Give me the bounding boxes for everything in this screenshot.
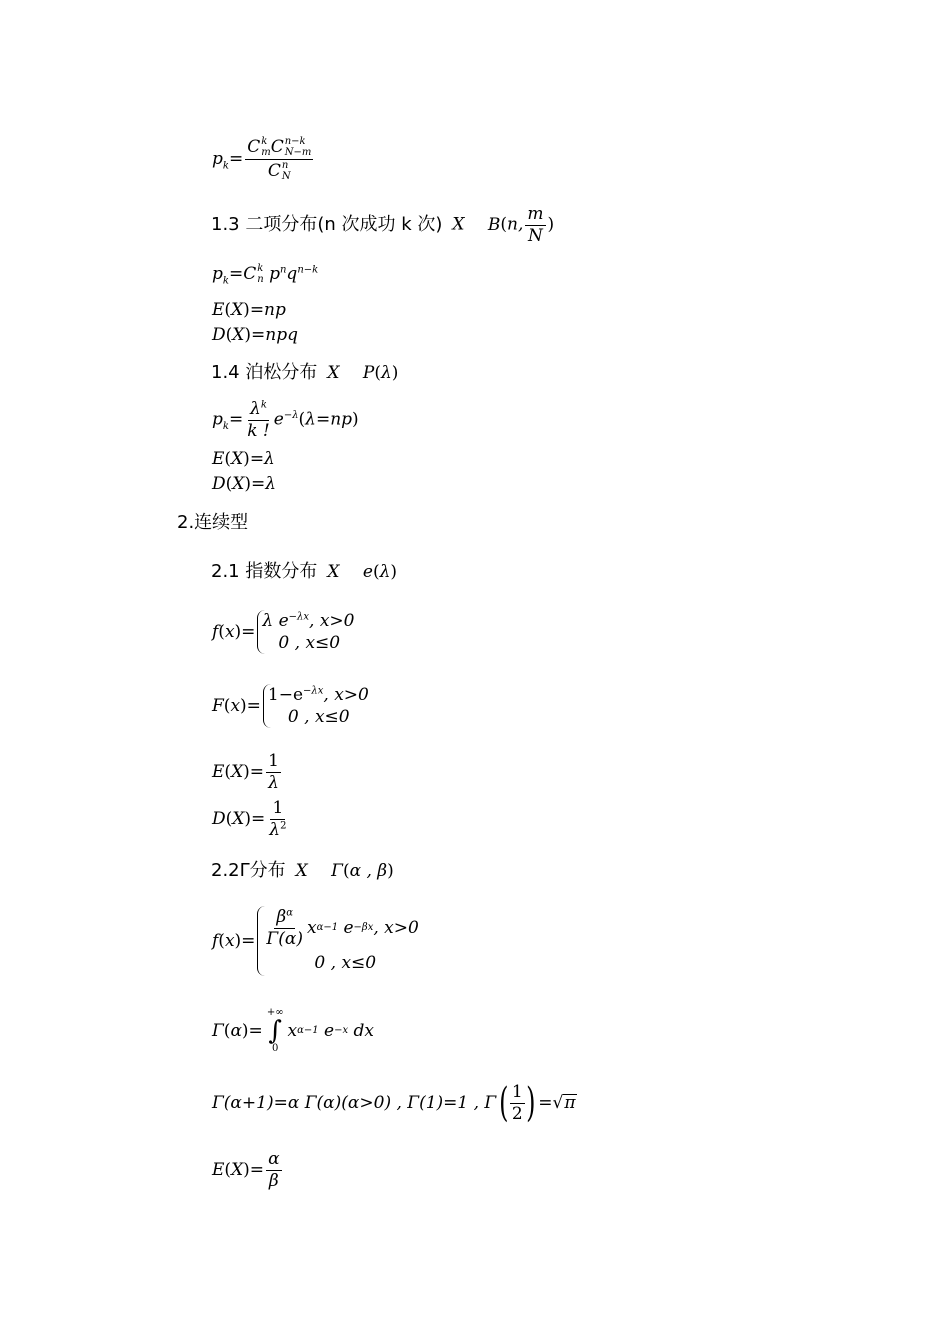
hypergeom-fraction <box>245 137 313 182</box>
p-symbol: p <box>269 264 280 284</box>
pk-symbol: p <box>212 149 223 169</box>
gamma-symbol: Γ <box>212 1020 224 1041</box>
function-symbol: f <box>212 621 219 642</box>
fraction <box>264 908 305 948</box>
pk-symbol: p <box>212 264 223 284</box>
pk-subscript: k <box>222 421 229 433</box>
comb-scripts <box>261 137 270 158</box>
numerator: α <box>268 1149 280 1169</box>
param: n, <box>507 214 524 235</box>
variance-value: =npq <box>251 325 298 345</box>
comb-symbol: C <box>270 137 284 157</box>
exponent: n <box>279 264 287 276</box>
rv-symbol: X <box>232 325 245 345</box>
gamma-function-integral: Γ ( α )= +∞ ∫ 0 x α−1 e −x dx <box>212 1007 375 1054</box>
poisson-expectation: E(X)=λ <box>212 449 275 469</box>
numerator: 1 <box>272 798 284 818</box>
poisson-pmf: $p_k=$ $\frac{\lambda^k}{k !}$ $e^{-\lambda}(\lambda=np)$ <box>212 399 359 441</box>
fraction <box>266 1150 281 1190</box>
comb-sup: n−k <box>284 136 306 147</box>
binomial-variance: D(X)=npq <box>212 325 298 345</box>
exponent: k <box>260 399 267 411</box>
exponent: 2 <box>280 820 287 832</box>
piece-cond: , x>0 <box>373 918 419 939</box>
paren: ( <box>499 1080 509 1127</box>
continuous-heading: 2.连续型 <box>177 512 249 533</box>
denominator: N <box>528 225 543 246</box>
exponential-pdf: f ( x )= λ $e^{-\lambda x}$, x>0 0 , x≤0 <box>212 611 355 654</box>
denominator: Γ(α) <box>266 928 303 949</box>
variance-symbol: D <box>212 325 226 345</box>
paren: ) <box>525 1080 536 1127</box>
denominator: 2 <box>511 1103 523 1124</box>
gamma-notation: X Γ(α , β) <box>295 860 394 881</box>
numerator: 1 <box>511 1082 523 1102</box>
variable: x <box>306 918 317 939</box>
expectation-value: =λ <box>249 449 275 469</box>
sqrt-icon: √ <box>552 1092 564 1113</box>
lambda: λ <box>250 399 261 419</box>
pk-symbol: p <box>212 409 223 430</box>
comb-sup: k <box>261 136 268 147</box>
integral-icon: ∫ <box>268 1016 282 1046</box>
poisson-variance: D(X)=λ <box>212 474 277 494</box>
variable: x <box>224 621 235 642</box>
exponent: α <box>286 907 293 919</box>
expectation-value: =np <box>249 300 286 320</box>
section-heading: 1.4 泊松分布 <box>211 362 318 383</box>
poisson-notation: X P(λ) <box>327 362 399 383</box>
denominator <box>267 820 288 840</box>
binomial-heading-line <box>211 205 554 245</box>
variable: x <box>224 930 235 951</box>
exponential-cdf: F ( x )= $1-e^{-\lambda x}$, x>0 0 , x≤0 <box>212 685 369 728</box>
numerator <box>248 400 269 421</box>
numerator: m <box>527 204 544 224</box>
gamma-pdf: f ( x )= $\frac{\beta^\alpha}{\Gamma(\alpha)}$ x α−1 e −βx , x>0 0 , x≤0 <box>212 906 419 976</box>
equals: = <box>228 149 244 169</box>
piece-row: 0 , x≤0 <box>314 953 377 974</box>
binomial-expectation: E(X)=np <box>212 300 286 320</box>
rv-symbol: X <box>232 808 245 829</box>
comb-sup: n <box>281 160 289 171</box>
param-fraction <box>525 205 545 245</box>
recurrence-text: Γ(α+1)=α Γ(α)(α>0) , Γ(1)=1 , Γ <box>212 1092 497 1113</box>
comb-sub: N <box>281 170 291 182</box>
piecewise-brace <box>257 610 354 654</box>
rv-symbol: X <box>452 214 465 235</box>
poisson-fraction <box>245 400 272 440</box>
hypergeom-pmf <box>212 137 315 182</box>
expectation-symbol: E <box>212 449 225 469</box>
radicand: π <box>564 1093 576 1114</box>
comb-sub: n <box>257 273 264 285</box>
equals: = <box>228 264 244 284</box>
expectation-symbol: E <box>212 300 225 320</box>
comb-sup: k <box>257 263 264 274</box>
gamma-expectation: E ( X )= $\frac{\alpha}{\beta}$ <box>212 1149 280 1191</box>
variance-symbol: D <box>212 474 226 494</box>
hypergeom-denominator <box>266 160 293 182</box>
variable: x <box>230 695 241 716</box>
piece-row: $\frac{\beta^\alpha}{\Gamma(\alpha)}$ x α−1 e −βx , x>0 <box>266 907 419 949</box>
gamma-heading-line <box>211 862 394 880</box>
denominator: β <box>268 1170 279 1191</box>
lambda: λ <box>269 819 281 840</box>
integral-sign <box>267 1008 284 1054</box>
function-symbol: F <box>212 695 224 716</box>
section-heading: 2.1 指数分布 <box>211 561 318 582</box>
exponent: −λx <box>288 611 310 623</box>
variance-value: =λ <box>251 474 277 494</box>
numerator: 1 <box>268 751 279 771</box>
differential: dx <box>353 1020 375 1041</box>
condition: λ=np <box>305 409 353 430</box>
exponent: n−k <box>297 264 319 276</box>
denominator: k ! <box>247 420 270 441</box>
piece-row: 0 , x≤0 <box>278 633 341 654</box>
rv-symbol: X <box>231 449 244 469</box>
exponent: −λx <box>303 685 324 697</box>
exponential-expectation: E ( X )= $\frac{1}{\lambda}$ <box>212 751 279 793</box>
dist-symbol: Γ <box>331 860 343 881</box>
rv-symbol: X <box>231 761 244 782</box>
gamma-recurrence <box>212 1080 577 1127</box>
function-symbol: f <box>212 930 219 951</box>
e-symbol: e <box>343 918 354 939</box>
fraction <box>510 1083 525 1123</box>
exponential-notation: X e(λ) <box>327 561 397 582</box>
dist-symbol: e <box>362 561 373 582</box>
param: α , β <box>349 860 388 881</box>
comb-scripts <box>285 137 312 158</box>
paren: ( <box>500 214 508 235</box>
expectation-symbol: E <box>212 761 225 782</box>
hypergeom-numerator <box>245 137 313 160</box>
pk-subscript: k <box>222 160 229 172</box>
upper-limit: +∞ <box>266 1007 284 1018</box>
rv-symbol: X <box>231 1159 244 1180</box>
variable: α <box>230 1020 242 1041</box>
rv-symbol: X <box>231 300 244 320</box>
rv-symbol: X <box>327 362 340 383</box>
param: λ <box>380 362 392 383</box>
pk-subscript: k <box>222 275 229 287</box>
comb-symbol: C <box>247 137 261 157</box>
poisson-heading-line <box>211 364 398 382</box>
beta: β <box>276 907 287 927</box>
piecewise-brace <box>257 906 418 976</box>
section-heading: 2.2Γ分布 <box>211 860 286 881</box>
rv-symbol: X <box>232 474 245 494</box>
rv-symbol: X <box>295 860 308 881</box>
piece-expr: 1−e <box>267 685 304 705</box>
piece-row <box>262 610 354 632</box>
piece-cond: , x>0 <box>323 685 369 705</box>
piece-cond: , x>0 <box>309 611 355 631</box>
piecewise-brace <box>263 684 369 728</box>
paren: ) <box>547 214 555 235</box>
comb-symbol: C <box>243 264 257 284</box>
exponential-heading-line <box>211 563 397 581</box>
fraction <box>267 799 288 839</box>
numerator <box>274 908 295 929</box>
exponential-variance: D ( X )= $\frac{1}{\lambda^2}$ <box>212 798 287 840</box>
e-symbol: e <box>324 1020 335 1041</box>
comb-scripts <box>282 161 291 182</box>
expectation-symbol: E <box>212 1159 225 1180</box>
exponent: −λ <box>283 410 299 422</box>
binomial-pmf <box>212 264 318 285</box>
comb-sub: N−m <box>284 146 312 158</box>
section-heading: 1.3 二项分布(n 次成功 k 次) <box>211 214 443 236</box>
q-symbol: q <box>286 264 298 284</box>
lower-limit: 0 <box>271 1043 279 1054</box>
rv-symbol: X <box>327 561 340 582</box>
variance-symbol: D <box>212 808 226 829</box>
comb-scripts <box>257 264 263 285</box>
denominator: λ <box>268 772 279 793</box>
comb-sub: m <box>261 146 271 158</box>
fraction <box>266 752 281 792</box>
param: λ <box>379 561 391 582</box>
piece-row <box>268 684 369 706</box>
variable: x <box>287 1020 298 1041</box>
equals: = <box>228 409 244 430</box>
equals: = <box>538 1092 553 1113</box>
piece-expr: λ e <box>262 611 289 631</box>
binomial-notation <box>452 205 554 245</box>
piece-row: 0 , x≤0 <box>287 707 350 728</box>
e-symbol: e <box>273 409 284 430</box>
comb-symbol: C <box>267 161 281 181</box>
dist-symbol: B <box>487 214 501 235</box>
dist-symbol: P <box>362 362 375 383</box>
